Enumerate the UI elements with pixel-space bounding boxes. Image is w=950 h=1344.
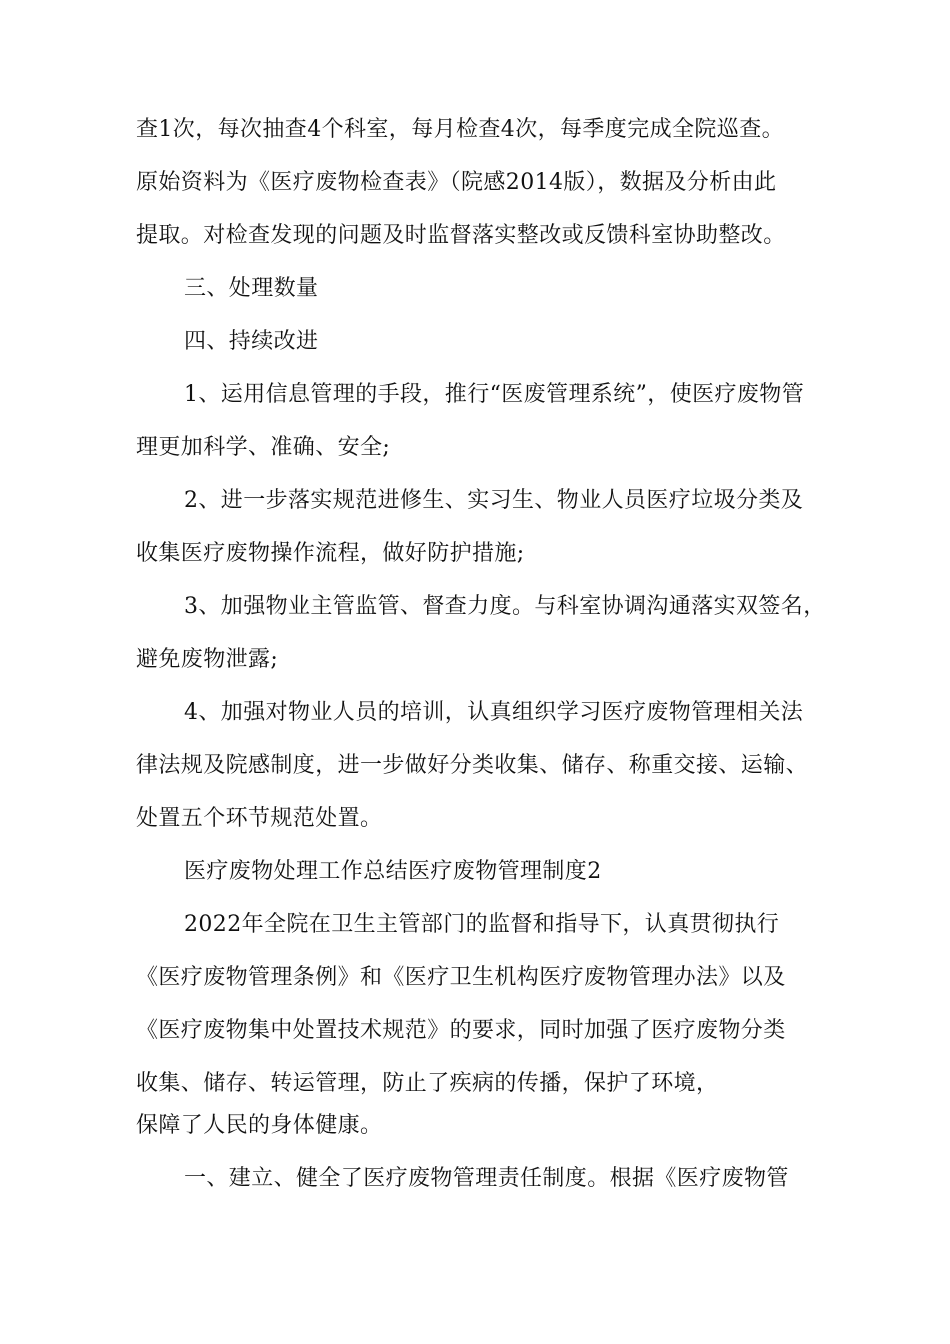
list-item-2: 2、进一步落实规范进修生、实习生、物业人员医疗垃圾分类及: [184, 488, 804, 513]
list-item-4: 4、加强对物业人员的培训，认真组织学习医疗废物管理相关法: [184, 700, 804, 725]
section-heading: 三、处理数量: [184, 276, 319, 301]
text-line: 保障了人民的身体健康。: [136, 1113, 383, 1138]
text-line: 《医疗废物集中处置技术规范》的要求，同时加强了医疗废物分类: [136, 1018, 786, 1043]
text-line: 避免废物泄露;: [136, 647, 279, 672]
text-line: 收集医疗废物操作流程，做好防护措施;: [136, 541, 525, 566]
section-heading: 四、持续改进: [184, 329, 319, 354]
article-title: 医疗废物处理工作总结医疗废物管理制度2: [184, 859, 602, 884]
text-line: 提取。对检查发现的问题及时监督落实整改或反馈科室协助整改。: [136, 223, 786, 248]
text-line: 原始资料为《医疗废物检查表》（院感2014版），数据及分析由此: [136, 170, 777, 195]
text-line: 收集、储存、转运管理，防止了疾病的传播，保护了环境，: [136, 1071, 719, 1096]
paragraph-start: 2022年全院在卫生主管部门的监督和指导下，认真贯彻执行: [184, 912, 780, 937]
list-item-3: 3、加强物业主管监管、督查力度。与科室协调沟通落实双签名，: [184, 594, 826, 619]
section-heading: 一、建立、健全了医疗废物管理责任制度。根据《医疗废物管: [184, 1166, 789, 1191]
text-line: 理更加科学、准确、安全;: [136, 435, 391, 460]
text-line: 处置五个环节规范处置。: [136, 806, 383, 831]
text-line: 律法规及院感制度，进一步做好分类收集、储存、称重交接、运输、: [136, 753, 809, 778]
text-line: 查1次，每次抽查4个科室，每月检查4次，每季度完成全院巡查。: [136, 117, 784, 142]
list-item-1: 1、运用信息管理的手段，推行“医废管理系统”，使医疗废物管: [184, 382, 805, 407]
text-line: 《医疗废物管理条例》和《医疗卫生机构医疗废物管理办法》以及: [136, 965, 786, 990]
